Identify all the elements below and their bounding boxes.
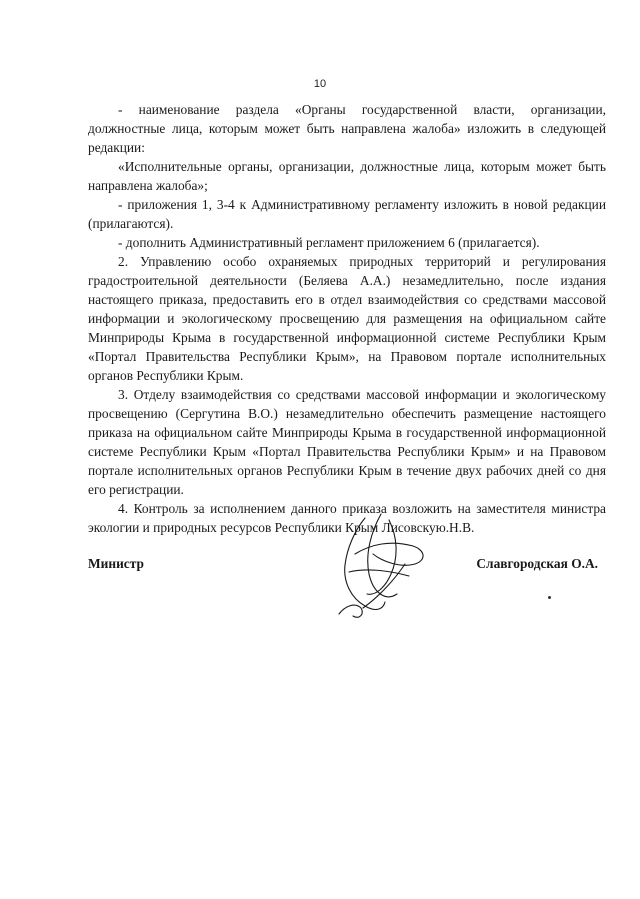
- signature-block: [88, 556, 598, 580]
- paragraph-new-wording: «Исполнительные органы, организации, должностные лица, которым может быть направлена жалоба»;: [88, 159, 606, 193]
- document-body: [88, 100, 606, 537]
- paragraph-appendix-6: - дополнить Административный регламент приложением 6 (прилагается).: [118, 235, 540, 250]
- paragraph-item-2: 2. Управлению особо охраняемых природных территорий и регулирования градостроительной деятельности (Беляева А.А.) незамедлительно, после издания настоящего приказа, предоставить его в отдел взаимодействия со средствами массовой информации и экологическому просвещению для размещения на официальном сайте Минприроды Крыма в государственной информационной системе Республики Крым «Портал Правительства Республики Крым», на Правовом портале исполнительных органов Республики Крым.: [88, 254, 606, 383]
- signatory-name: Славгородская О.А.: [476, 556, 598, 571]
- paragraph-section-name: - наименование раздела «Органы государственной власти, организации, должностные лица, которым может быть направлена жалоба» изложить в следующей редакции:: [88, 102, 606, 155]
- paragraph-item-3: 3. Отделу взаимодействия со средствами массовой информации и экологическому просвещению (Сергутина В.О.) незамедлительно обеспечить размещение настоящего приказа на официальном сайте Минприроды Крыма в государственной информационной системе Республики Крым «Портал Правительства Республики Крым» и на Правовом портале исполнительных органов Республики Крым в течение двух рабочих дней со дня его регистрации.: [88, 387, 606, 497]
- page-number: 10: [313, 78, 327, 90]
- signatory-title: Министр: [88, 556, 144, 571]
- stray-mark: [548, 596, 551, 599]
- paragraph-item-4: 4. Контроль за исполнением данного приказа возложить на заместителя министра экологии и природных ресурсов Республики Крым Лисовскую.Н.В.: [88, 501, 606, 535]
- paragraph-appendices: - приложения 1, 3-4 к Административному регламенту изложить в новой редакции (прилагаются).: [88, 197, 606, 231]
